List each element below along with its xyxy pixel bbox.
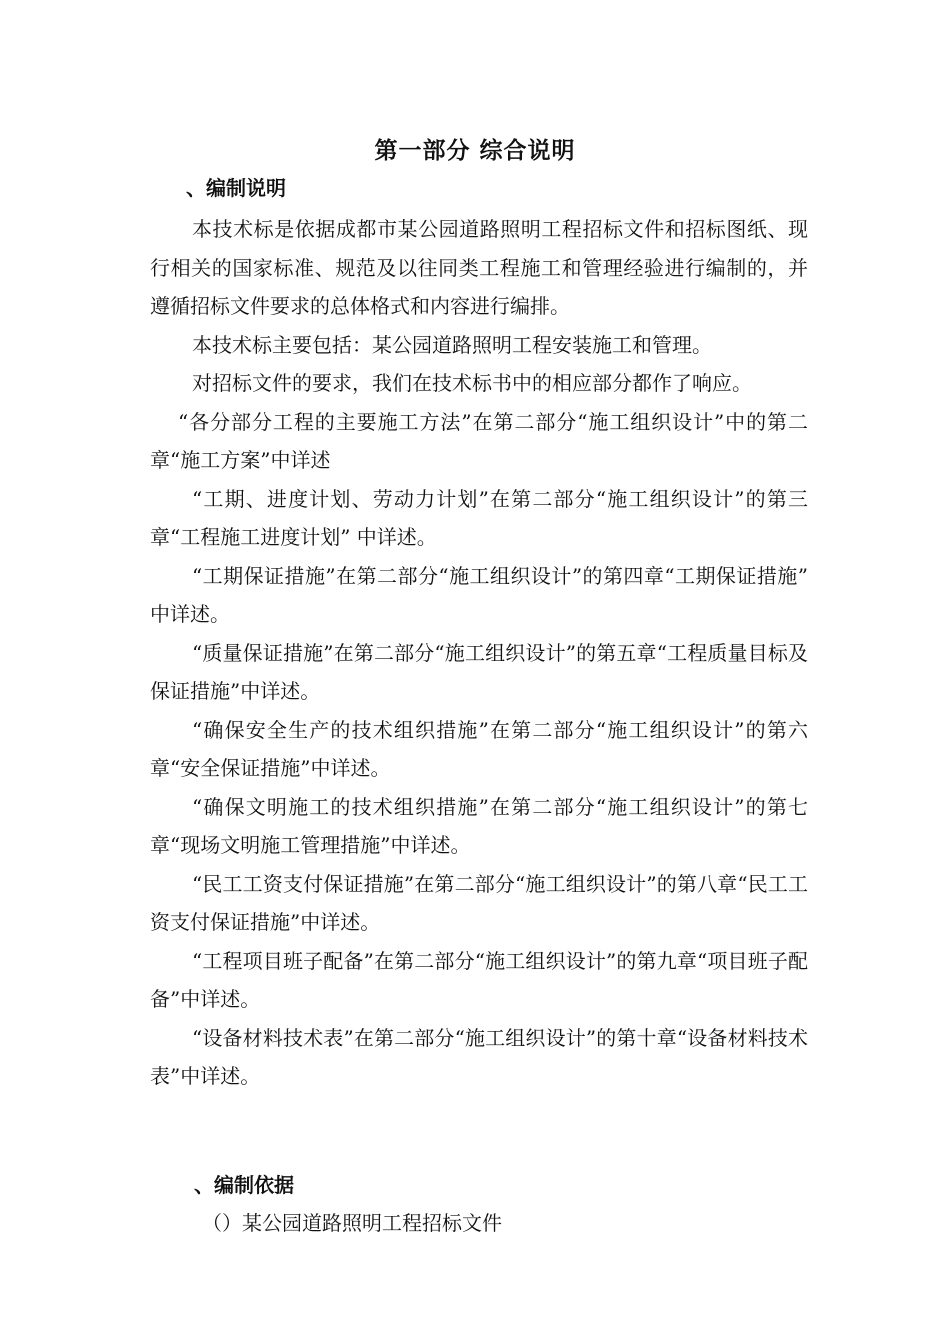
paragraph: “工期、进度计划、劳动力计划”在第二部分“施工组织设计”的第三章“工程施工进度计划” 中详述。 bbox=[150, 486, 808, 549]
list-item: （）某公园道路照明工程招标文件 bbox=[202, 1211, 502, 1235]
paragraph: “工程项目班子配备”在第二部分“施工组织设计”的第九章“项目班子配备”中详述。 bbox=[150, 948, 808, 1011]
section-heading-compilation-basis: 、编制依据 bbox=[194, 1173, 294, 1197]
page-title: 第一部分 综合说明 bbox=[374, 137, 576, 164]
paragraph: “设备材料技术表”在第二部分“施工组织设计”的第十章“设备材料技术表”中详述。 bbox=[150, 1025, 808, 1088]
paragraph: 本技术标是依据成都市某公园道路照明工程招标文件和招标图纸、现行相关的国家标准、规范及以往同类工程施工和管理经验进行编制的，并遵循招标文件要求的总体格式和内容进行编排。 bbox=[150, 217, 808, 318]
paragraph: “确保安全生产的技术组织措施”在第二部分“施工组织设计”的第六章“安全保证措施”中详述。 bbox=[150, 717, 808, 780]
paragraph: 对招标文件的要求，我们在技术标书中的相应部分都作了响应。 bbox=[192, 371, 752, 395]
section-heading-compilation-notes: 、编制说明 bbox=[186, 176, 286, 200]
paragraph: “工期保证措施”在第二部分“施工组织设计”的第四章“工期保证措施” 中详述。 bbox=[150, 563, 808, 626]
paragraph: “质量保证措施”在第二部分“施工组织设计”的第五章“工程质量目标及保证措施”中详述。 bbox=[150, 640, 808, 703]
body-text bbox=[150, 210, 808, 1096]
paragraph: 本技术标主要包括：某公园道路照明工程安装施工和管理。 bbox=[192, 332, 712, 357]
paragraph: “民工工资支付保证措施”在第二部分“施工组织设计”的第八章“民工工资支付保证措施”中详述。 bbox=[150, 871, 808, 934]
paragraph: “各分部分工程的主要施工方法”在第二部分“施工组织设计”中的第二章“施工方案”中详述 bbox=[150, 409, 808, 472]
paragraph: “确保文明施工的技术组织措施”在第二部分“施工组织设计”的第七章“现场文明施工管理措施”中详述。 bbox=[150, 794, 808, 857]
